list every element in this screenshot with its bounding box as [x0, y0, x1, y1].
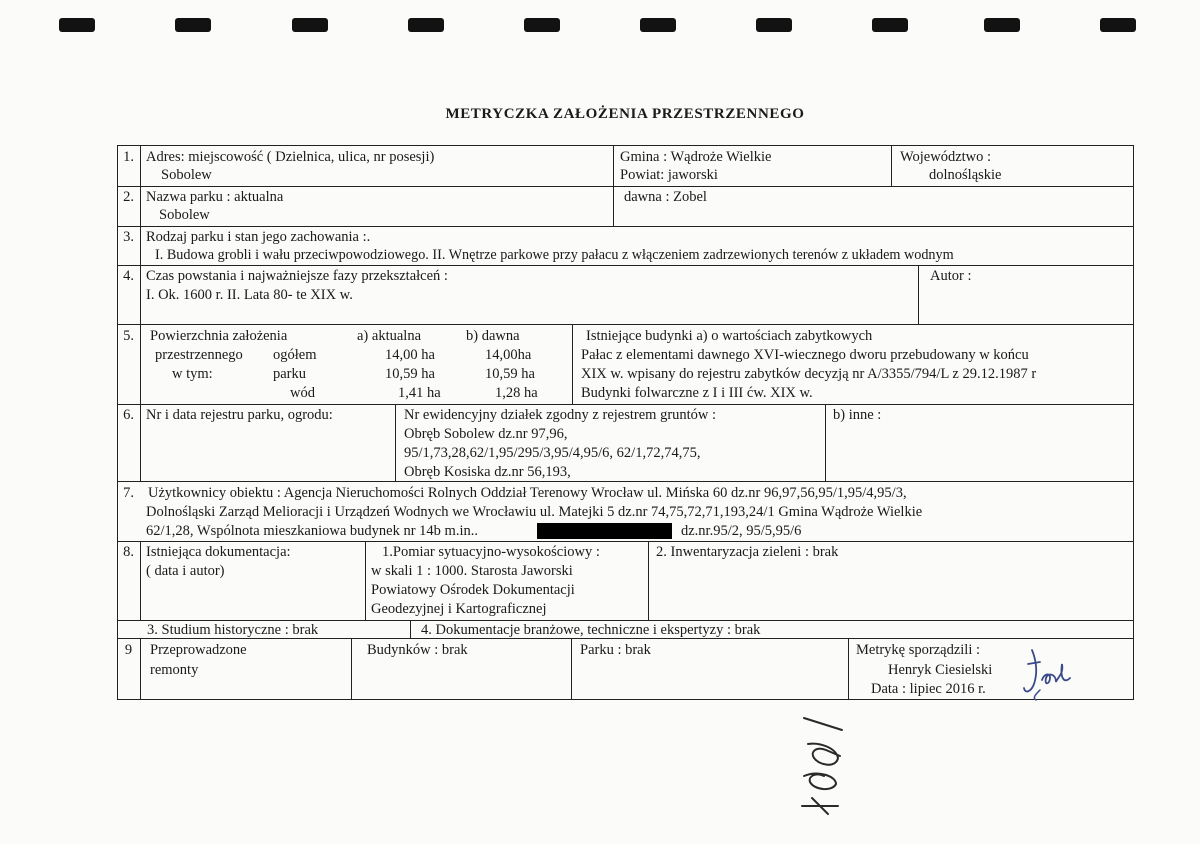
- powiat-field: Powiat: jaworski: [620, 167, 718, 183]
- punch-mark: [524, 18, 560, 32]
- column-divider: [410, 620, 411, 638]
- study-text: 3. Studium historyczne : brak: [147, 622, 319, 638]
- row-divider: [117, 541, 1134, 542]
- documentation-label: ( data i autor): [146, 563, 225, 579]
- park-name-value: Sobolew: [159, 207, 210, 223]
- punch-mark: [872, 18, 908, 32]
- area-row-park: parku: [273, 366, 307, 382]
- punch-mark: [292, 18, 328, 32]
- row-divider: [117, 226, 1134, 227]
- row-divider: [117, 265, 1134, 266]
- gmina-field: Gmina : Wądroże Wielkie: [620, 149, 772, 165]
- row-number: 8.: [123, 544, 134, 560]
- buildings-text: Pałac z elementami dawnego XVI-wiecznego dworu przebudowany w końcu: [581, 347, 1029, 363]
- area-row-total: ogółem: [273, 347, 317, 363]
- users-text: dz.nr.95/2, 95/5,95/6: [681, 523, 802, 539]
- area-label: Powierzchnia założenia: [150, 328, 288, 344]
- punch-mark: [640, 18, 676, 32]
- users-text: Użytkownicy obiektu : Agencja Nieruchomości Rolnych Oddział Terenowy Wrocław ul. Mińska 60 dz.nr 96,97,56,95/1,95/4,95/3,: [148, 485, 907, 501]
- park-name-label: Nazwa parku : aktualna: [146, 189, 284, 205]
- row-number: 1.: [123, 149, 134, 165]
- column-divider: [848, 638, 849, 700]
- punch-mark: [756, 18, 792, 32]
- wojewodztwo-value: dolnośląskie: [929, 167, 1002, 183]
- row-number: 4.: [123, 268, 134, 284]
- plots-value: 95/1,73,28,62/1,95/295/3,95/4,95/6, 62/1,72,74,75,: [404, 445, 701, 461]
- column-divider: [395, 404, 396, 481]
- area-former-park: 10,59 ha: [485, 366, 535, 382]
- column-divider: [613, 145, 614, 226]
- column-header-former: b) dawna: [466, 328, 520, 344]
- row-number: 9: [124, 642, 133, 658]
- row-number: 3.: [123, 229, 134, 245]
- park-type-label: Rodzaj parku i stan jego zachowania :.: [146, 229, 371, 245]
- buildings-heading: Istniejące budynki a) o wartościach zabytkowych: [586, 328, 873, 344]
- survey-text: w skali 1 : 1000. Starosta Jaworski: [371, 563, 573, 579]
- area-label: w tym:: [172, 366, 213, 382]
- column-divider: [351, 638, 352, 700]
- punch-mark: [984, 18, 1020, 32]
- area-current-park: 10,59 ha: [385, 366, 435, 382]
- area-current-water: 1,41 ha: [398, 385, 441, 401]
- origin-label: Czas powstania i najważniejsze fazy przekształceń :: [146, 268, 448, 284]
- area-row-water: wód: [290, 385, 315, 401]
- number-column-divider: [140, 638, 141, 700]
- survey-text: 1.Pomiar sytuacyjno-wysokościowy :: [382, 544, 600, 560]
- punch-mark: [408, 18, 444, 32]
- users-text: 62/1,28, Wspólnota mieszkaniowa budynek nr 14b m.in..: [146, 523, 478, 539]
- redaction-bar: [537, 523, 672, 539]
- document-title: METRYCZKA ZAŁOŻENIA PRZESTRZENNEGO: [445, 106, 805, 122]
- plots-label: Nr ewidencyjny działek zgodny z rejestrem gruntów :: [404, 407, 717, 423]
- row-divider: [117, 324, 1134, 325]
- row-number: 6.: [123, 407, 134, 423]
- handwritten-number: [790, 710, 860, 820]
- wojewodztwo-label: Województwo :: [900, 149, 992, 165]
- row-number: 5.: [123, 328, 134, 344]
- register-label: Nr i data rejestru parku, ogrodu:: [146, 407, 333, 423]
- column-divider: [571, 638, 572, 700]
- survey-text: Powiatowy Ośrodek Dokumentacji: [371, 582, 575, 598]
- renovations-label: Przeprowadzone: [150, 642, 247, 658]
- area-former-water: 1,28 ha: [495, 385, 538, 401]
- prepared-by-label: Metrykę sporządzili :: [856, 642, 981, 658]
- origin-value: I. Ok. 1600 r. II. Lata 80- te XIX w.: [146, 287, 353, 303]
- author-label: Autor :: [930, 268, 972, 284]
- address-label: Adres: miejscowość ( Dzielnica, ulica, nr posesji): [146, 149, 435, 165]
- park-type-value: I. Budowa grobli i wału przeciwpowodziowego. II. Wnętrze parkowe przy pałacu z włączeniem zadrzewionych terenów z układem wodnym: [155, 247, 954, 263]
- signature: [1020, 644, 1080, 702]
- column-header-current: a) aktualna: [357, 328, 422, 344]
- column-divider: [918, 265, 919, 324]
- address-value: Sobolew: [161, 167, 212, 183]
- row-number: 2.: [123, 189, 134, 205]
- park-renovation: Parku : brak: [580, 642, 651, 658]
- survey-text: Geodezyjnej i Kartograficznej: [371, 601, 547, 617]
- plots-value: Obręb Kosiska dz.nr 56,193,: [404, 464, 571, 480]
- branch-docs-text: 4. Dokumentacje branżowe, techniczne i ekspertyzy : brak: [421, 622, 761, 638]
- other-label: b) inne :: [833, 407, 882, 423]
- number-column-divider: [140, 541, 141, 620]
- former-name: dawna : Zobel: [624, 189, 707, 205]
- row-divider: [117, 481, 1134, 482]
- column-divider: [825, 404, 826, 481]
- number-column-divider: [140, 145, 141, 481]
- plots-value: Obręb Sobolew dz.nr 97,96,: [404, 426, 568, 442]
- column-divider: [365, 541, 366, 620]
- inventory-text: 2. Inwentaryzacja zieleni : brak: [656, 544, 839, 560]
- prepared-date: Data : lipiec 2016 r.: [871, 681, 986, 697]
- users-text: Dolnośląski Zarząd Melioracji i Urządzeń Wodnych we Wrocławiu ul. Matejki 5 dz.nr 74,75,72,71,193,24/1 Gmina Wądroże Wielkie: [146, 504, 923, 520]
- row-divider: [117, 186, 1134, 187]
- author-name: Henryk Ciesielski: [888, 662, 993, 678]
- area-former-total: 14,00ha: [485, 347, 532, 363]
- renovations-label: remonty: [150, 662, 199, 678]
- buildings-text: Budynki folwarczne z I i III ćw. XIX w.: [581, 385, 813, 401]
- punch-mark: [1100, 18, 1136, 32]
- documentation-label: Istniejąca dokumentacja:: [146, 544, 291, 560]
- column-divider: [891, 145, 892, 186]
- punch-mark: [175, 18, 211, 32]
- column-divider: [572, 324, 573, 404]
- area-label: przestrzennego: [155, 347, 243, 363]
- buildings-renovation: Budynków : brak: [367, 642, 468, 658]
- column-divider: [648, 541, 649, 620]
- buildings-text: XIX w. wpisany do rejestru zabytków decyzją nr A/3355/794/L z 29.12.1987 r: [581, 366, 1037, 382]
- row-divider: [117, 404, 1134, 405]
- punch-mark: [59, 18, 95, 32]
- area-current-total: 14,00 ha: [385, 347, 435, 363]
- row-number: 7.: [123, 485, 134, 501]
